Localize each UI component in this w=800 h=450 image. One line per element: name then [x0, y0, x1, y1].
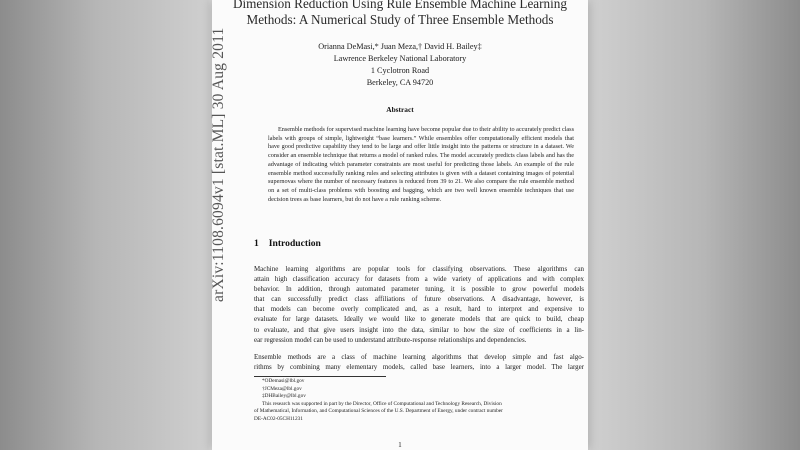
text-line: evaluate for large datasets. Ideally we would like to generate models that are quick to build, cheap	[254, 315, 584, 324]
footnote-rule	[254, 376, 386, 377]
text-line: to evaluate, and that give users insight into the data, similar to how the size of coefficients in a lin-	[254, 325, 584, 334]
text-line: Ensemble methods are a class of machine learning algorithms that develop simple and fast algo-	[254, 353, 584, 361]
title-line: Dimension Reduction Using Rule Ensemble Machine Learning	[232, 0, 567, 11]
author-names: Orianna DeMasi,* Juan Meza,† David H. Bailey‡	[318, 42, 482, 51]
section-heading	[254, 238, 554, 249]
author-block	[212, 41, 588, 89]
affiliation-line: 1 Cyclotron Road	[370, 66, 430, 75]
footnote-email: †JCMeza@lbl.gov	[262, 385, 302, 392]
intro-paragraph-1	[254, 264, 584, 345]
text-line: that models can become overly complicated and, as a result, hard to interpret and expensive to	[254, 305, 584, 314]
footnotes	[254, 378, 588, 424]
affiliation-line: Lawrence Berkeley National Laboratory	[333, 54, 467, 63]
funding-note-line: DE-AC02-05CH11231	[254, 415, 303, 422]
footnote-email: *ODemasi@lbl.gov	[262, 378, 305, 384]
text-line: rithms by combining many elementary models, called base learners, into a larger model. The larger	[254, 363, 584, 372]
text-line: behavior. In addition, through automated parameter tuning, it is possible to grow powerful models	[254, 285, 584, 294]
section-number: 1	[254, 238, 259, 249]
title-line: Methods: A Numerical Study of Three Ensemble Methods	[246, 12, 554, 27]
arxiv-identifier: arXiv:1108.6094v1 [stat.ML] 30 Aug 2011	[210, 27, 227, 302]
page-number: 1	[398, 442, 402, 449]
funding-note-line: of Mathematical, Information, and Computational Sciences of the U.S. Department of Energy, under contract number	[254, 408, 503, 415]
text-line: ear regression model can be used to understand attribute-response relationships and dependencies.	[254, 335, 527, 344]
funding-note-line: This research was supported in part by the Director, Office of Computational and Technology Research, Division	[262, 400, 502, 407]
text-line: attain high classification accuracy for datasets from a wide variety of applications and with complex	[254, 275, 584, 284]
section-title: Introduction	[268, 238, 321, 249]
intro-paragraph-2	[254, 352, 584, 372]
paper-title	[212, 0, 588, 28]
abstract-text: Ensemble methods for supervised machine learning have become popular due to their ability to accurately predict class labels with groups of simple, lightweight “base learners.” While ensembles offer computationally efficient models that have good predictive capability they tend to be large and offer little insight into the patterns or structure in a dataset. We consider an ensemble technique that returns a model of ranked rules. The model accurately predicts class labels and has the advantage of indicating which parameter constraints are most useful for predicting those labels. An example of the rule ensemble method successfully ranking rules and selecting attributes is given with a dataset containing images of potential supernovas where the number of necessary features is reduced from 39 to 21. We also compare the rule ensemble method on a set of multi-class problems with boosting and bagging, which are two well known ensemble techniques that use decision trees as base learners, but do not have a rule ranking scheme.	[268, 126, 574, 203]
text-line: that can successfully predict class affiliations of future observations. A disadvantage, however, is	[254, 295, 584, 304]
abstract-heading: Abstract	[386, 105, 414, 114]
paper-page	[212, 0, 588, 450]
footnote-email: ‡DHBailey@lbl.gov	[262, 393, 306, 400]
affiliation-line: Berkeley, CA 94720	[366, 78, 434, 87]
text-line: Machine learning algorithms are popular tools for classifying observations. These algorithms can	[254, 265, 584, 273]
